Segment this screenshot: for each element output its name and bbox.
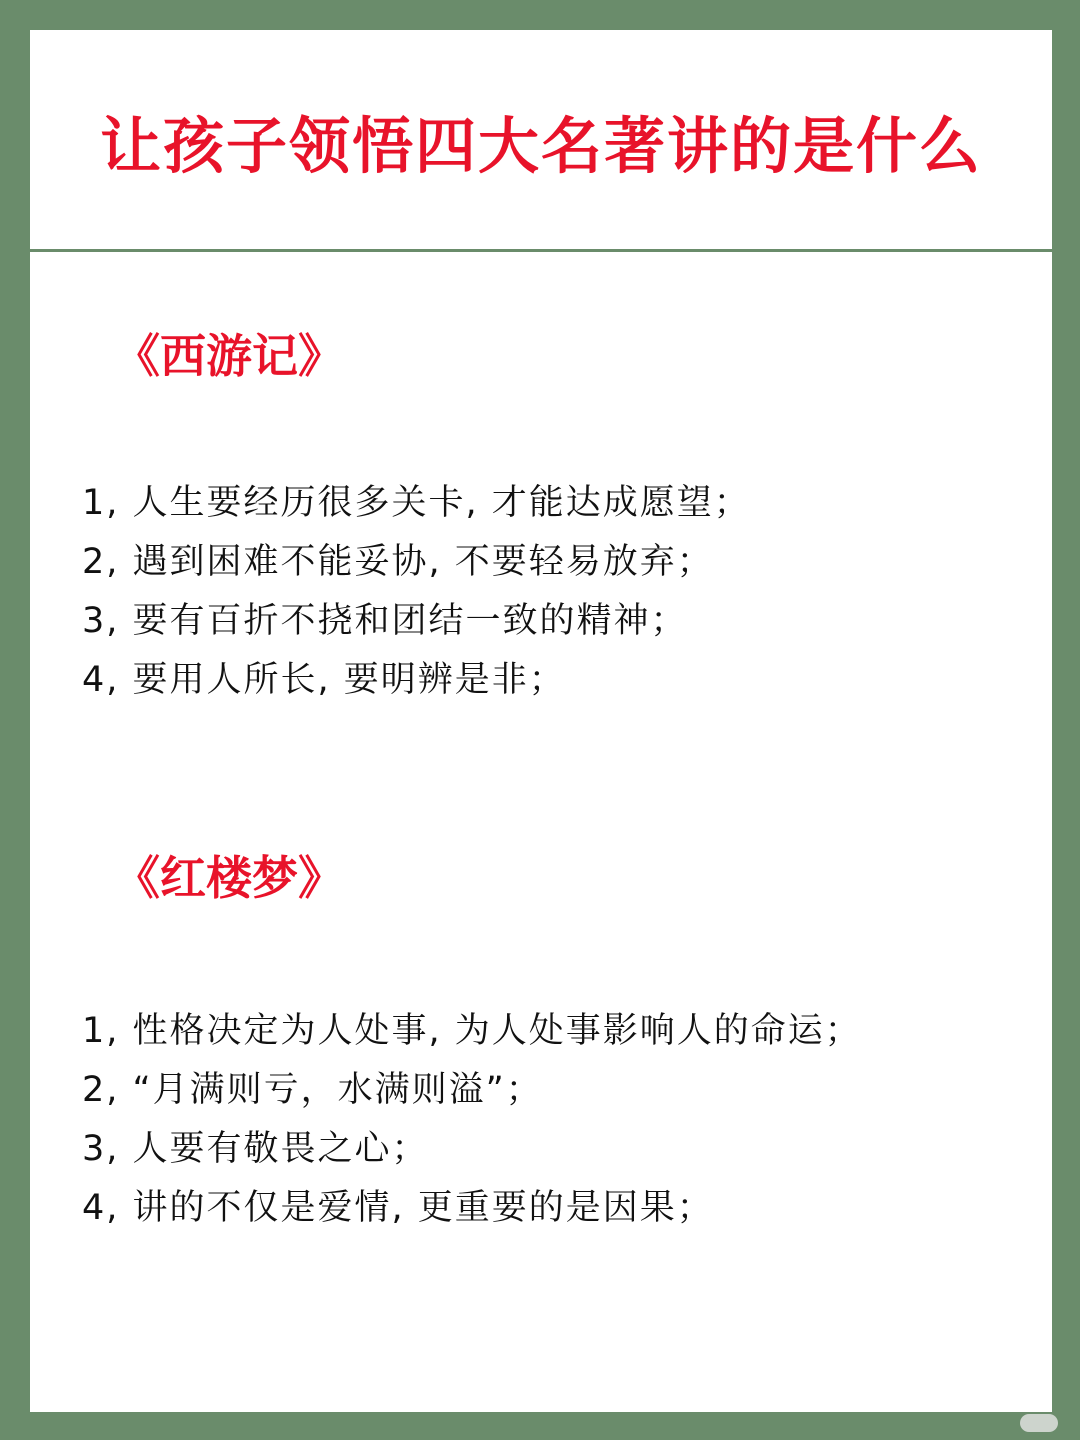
list-item: 1, 性格决定为人处事, 为人处事影响人的命运；: [82, 1011, 862, 1051]
section-heading-xiyouji: 《西游记》: [114, 329, 344, 383]
list-item: 2, 遇到困难不能妥协, 不要轻易放弃；: [82, 542, 714, 582]
hongloumeng-points-list: [82, 1002, 862, 1238]
list-item: 4, 要用人所长, 要明辨是非；: [82, 660, 566, 700]
watermark-logo: [1020, 1414, 1058, 1432]
list-item: 3, 人要有敬畏之心；: [82, 1129, 429, 1169]
list-item: 1, 人生要经历很多关卡, 才能达成愿望；: [82, 483, 751, 523]
xiyouji-points-list: [82, 474, 751, 710]
section-heading-hongloumeng: 《红楼梦》: [114, 851, 344, 905]
list-item: 4, 讲的不仅是爱情, 更重要的是因果；: [82, 1188, 714, 1228]
page-title: 让孩子领悟四大名著讲的是什么: [99, 111, 982, 182]
list-item: 2, “月满则亏，水满则溢”；: [82, 1070, 543, 1110]
list-item: 3, 要有百折不挠和团结一致的精神；: [82, 601, 688, 641]
title-divider: [30, 249, 1052, 252]
content-card: [30, 30, 1052, 1412]
